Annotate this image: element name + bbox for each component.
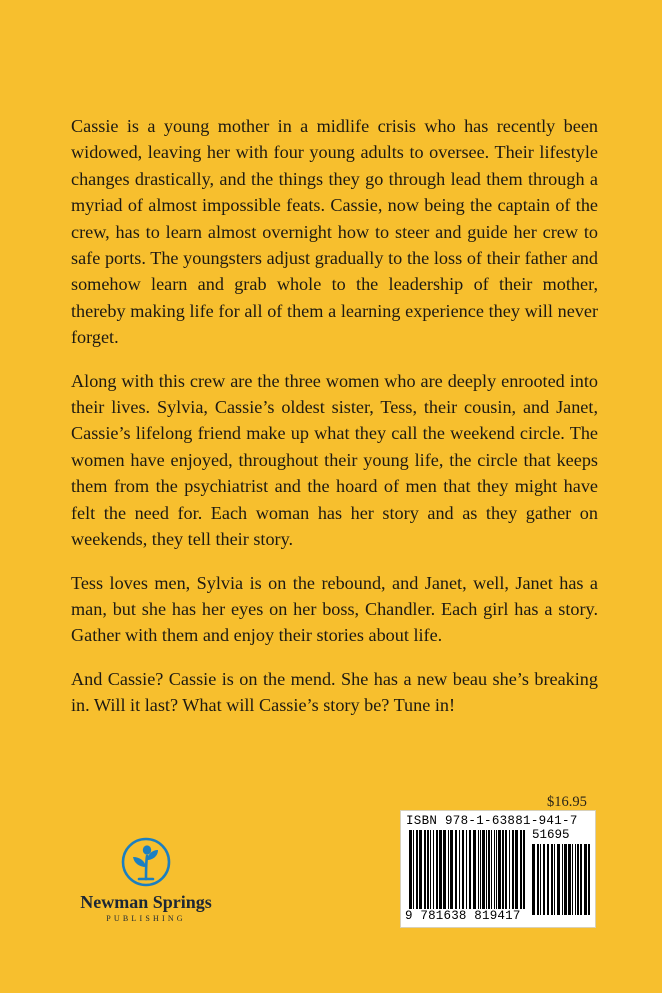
barcode-bar (491, 830, 492, 909)
blurb-paragraph-1: Cassie is a young mother in a midlife crisis who has recently been widowed, leaving her with four young adults to oversee. Their lifestyle changes drastically, and the things they go through lead them through a myriad of almost impossible feats. Cassie, now being the captain of the crew, has to learn almost overnight how to steer and guide her crew to safe ports. The youngsters adjust gradually to the loss of their father and somehow learn and grab whole to the leadership of their mother, thereby making life for all of them a learning experience they will never forget. (71, 116, 598, 348)
blurb-paragraph-3: Tess loves men, Sylvia is on the rebound, and Janet, well, Janet has a man, but she has her eyes on her boss, Chandler. Each girl has a story. Gather with them and enjoy their stories about life. (71, 572, 598, 646)
barcode-bar (486, 830, 487, 909)
barcode-bar (568, 844, 571, 915)
barcode-bar (547, 844, 549, 915)
barcode-bar (424, 830, 426, 909)
barcode-bar (575, 844, 576, 915)
barcode-bar (532, 844, 535, 915)
sprout-icon (120, 836, 172, 888)
barcode-bar (450, 830, 453, 909)
barcode-bar (580, 844, 582, 915)
barcode-bar (448, 830, 449, 909)
barcode-bar (469, 830, 471, 909)
barcode-bar (482, 830, 485, 909)
barcode-bar (436, 830, 438, 909)
barcode-bar (572, 844, 573, 915)
barcode-bar (562, 844, 563, 915)
barcode-bar (551, 844, 553, 915)
isbn-barcode (400, 810, 596, 928)
barcode-bar (413, 830, 414, 909)
ean-digits: 9 781638 819417 (405, 909, 521, 923)
price-label: $16.95 (547, 794, 587, 810)
barcode-bar (502, 830, 504, 909)
publisher-logo (69, 836, 223, 923)
barcode-bar (488, 830, 490, 909)
barcode-bar (466, 830, 467, 909)
barcode-bar (430, 830, 431, 909)
barcode-bar (588, 844, 590, 915)
barcode-bar (409, 830, 412, 909)
barcode-bar (416, 830, 418, 909)
barcode-bar (554, 844, 555, 915)
barcode-bar (459, 830, 460, 909)
barcode-bar (439, 830, 442, 909)
barcode-bar (564, 844, 567, 915)
barcode-bar (512, 830, 514, 909)
isbn-text: ISBN 978-1-63881-941-7 (406, 814, 578, 828)
barcode-bar (537, 844, 539, 915)
barcode-bar (433, 830, 434, 909)
barcode-bar (523, 830, 525, 909)
publisher-name: Newman Springs (80, 892, 212, 912)
barcode-bar (509, 830, 510, 909)
barcode-bar (473, 830, 476, 909)
barcode-bar (584, 844, 587, 915)
blurb-paragraph-4: And Cassie? Cassie is on the mend. She has a new beau she’s breaking in. Will it last? What will Cassie’s story be? Tune in! (71, 668, 598, 716)
publisher-subtitle: PUBLISHING (106, 914, 186, 923)
barcode-bar (540, 844, 541, 915)
barcode-bar (419, 830, 422, 909)
barcode-bar (498, 830, 501, 909)
blurb-paragraph-2: Along with this crew are the three women who are deeply enrooted into their lives. Sylvia, Cassie’s oldest sister, Tess, their cousin, and Janet, Cassie’s lifelong friend make up what they call the weekend circle. The women have enjoyed, throughout their young life, the circle that keeps them from the psychiatrist and the hoard of men that they might have felt the need for. Each woman has her story and as they gather on weekends, they tell their story. (71, 370, 598, 550)
barcode-bar (515, 830, 518, 909)
barcode-bar (505, 830, 507, 909)
addon-digits: 51695 (532, 828, 570, 842)
barcode-bar (557, 844, 560, 915)
barcode-bar (462, 830, 464, 909)
barcode-bar (455, 830, 457, 909)
barcode-bar (443, 830, 446, 909)
back-cover-blurb (71, 113, 598, 736)
barcode-bar (494, 830, 495, 909)
barcode-bar (520, 830, 522, 909)
barcode-bar (478, 830, 479, 909)
barcode-bar (427, 830, 429, 909)
barcode-bar (496, 830, 497, 909)
barcode-bar (543, 844, 545, 915)
barcode-bar (480, 830, 481, 909)
barcode-bar (577, 844, 579, 915)
